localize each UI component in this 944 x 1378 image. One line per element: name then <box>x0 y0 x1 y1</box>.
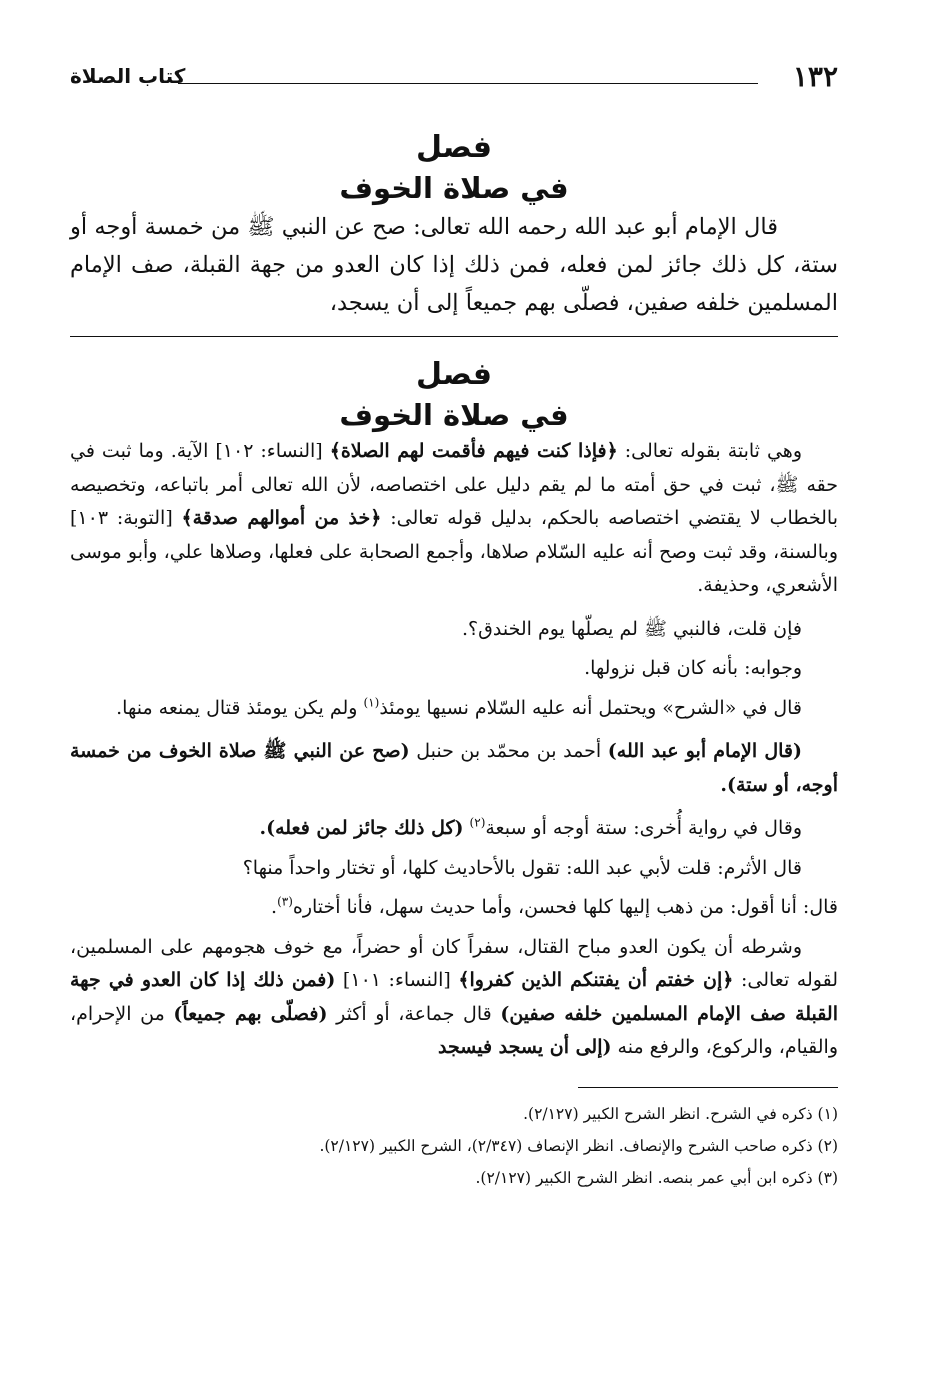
header-rule <box>178 83 758 84</box>
footnote-item: (٢) ذكره صاحب الشرح والإنصاف. انظر الإنصاف (٢/٣٤٧)، الشرح الكبير (٢/١٢٧). <box>319 1136 838 1155</box>
footnote-ref[interactable]: (١) <box>363 695 380 710</box>
sharh-paragraph: فإن قلت، فالنبي ﷺ لم يصلّها يوم الخندق؟. <box>462 617 802 640</box>
sharh-heading-title: فصل <box>416 357 492 392</box>
sharh-paragraph: قال في «الشرح» ويحتمل أنه عليه السّلام نسيها يومئذ$^{(١)}$ ولم يكن يومئذ قتال يمنعه منها. <box>116 695 802 719</box>
quran-verse: ﴿إن خفتم أن يفتنكم الذين كفروا﴾ <box>458 969 734 991</box>
sharh-paragraph: (قال الإمام أبو عبد الله) أحمد بن محمّد بن حنبل (صح عن النبي ﷺ صلاة الخوف من خمسة أوجه، أو ستة). <box>70 740 838 796</box>
footnotes <box>70 1098 838 1194</box>
footnote-ref[interactable]: (٢) <box>469 815 486 830</box>
sharh-paragraph: وشرطه أن يكون العدو مباح القتال، سفراً كان أو حضراً، مع خوف هجومهم على المسلمين، لقوله تعالى: ﴿إن خفتم أن يفتنكم الذين كفروا﴾ [النساء: ١٠١] (فمن ذلك إذا كان العدو في جهة القبلة صف الإمام المسلمين خلفه صفين) قال جماعة، أو أكثر (فصلّى بهم جميعاً) من الإحرام، والقيام، والركوع، والرفع منه (إلى أن يسجد فيسجد <box>70 935 838 1058</box>
footnote-item: (٣) ذكره ابن أبي عمر بنصه. انظر الشرح الكبير (٢/١٢٧). <box>475 1168 838 1187</box>
sharh-heading <box>70 355 838 435</box>
page-header <box>70 50 838 100</box>
book-title: كتاب الصلاة <box>70 64 186 88</box>
page-number: ١٣٢ <box>792 60 838 93</box>
quran-verse: ﴿خذ من أموالهم صدقة﴾ <box>181 507 382 529</box>
sharh-paragraph: وقال في رواية أُخرى: ستة أوجه أو سبعة$^{(٢)}$ (كل ذلك جائز لمن فعله). <box>259 815 802 839</box>
sharh-paragraph: قال: أنا أقول: من ذهب إليها كلها فحسن، وأما حديث سهل، فأنا أختاره$^{(٣)}$. <box>271 894 838 918</box>
matn-heading <box>70 128 838 208</box>
quran-verse: ﴿فإذا كنت فيهم فأقمت لهم الصلاة﴾ <box>329 440 618 462</box>
matn-heading-subtitle: في صلاة الخوف <box>339 171 569 205</box>
section-divider <box>70 336 838 337</box>
matn-heading-title: فصل <box>416 130 492 165</box>
sharh-heading-subtitle: في صلاة الخوف <box>339 398 569 432</box>
footnote-item: (١) ذكره في الشرح. انظر الشرح الكبير (٢/١٢٧). <box>523 1104 838 1123</box>
footnote-ref[interactable]: (٣) <box>277 894 293 909</box>
footnote-separator <box>578 1087 838 1088</box>
sharh-paragraph: وهي ثابتة بقوله تعالى: ﴿فإذا كنت فيهم فأقمت لهم الصلاة﴾ [النساء: ١٠٢] الآية. وما ثبت في حقه ﷺ، ثبت في حق أمته ما لم يقم دليل على اختصاصه، لأن الله تعالى أمر باتباعه، وتخصيصه بالخطاب لا يقتضي اختصاصه بالحكم، بدليل قوله تعالى: ﴿خذ من أموالهم صدقة﴾ [التوبة: ١٠٣] وبالسنة، وقد ثبت وصح أنه عليه السّلام صلاها، وأجمع الصحابة على فعلها، وصلاها علي، وأبو موسى الأشعري، وحذيفة. <box>70 440 838 596</box>
matn-text: قال الإمام أبو عبد الله رحمه الله تعالى: صح عن النبي ﷺ من خمسة أوجه أو ستة، كل ذلك جائز لمن فعله، فمن ذلك إذا كان العدو من جهة القبلة، صف الإمام المسلمين خلفه صفين، فصلّى بهم جميعاً إلى أن يسجد، <box>70 214 838 316</box>
book-page <box>70 50 838 1194</box>
sharh-paragraph: قال الأثرم: قلت لأبي عبد الله: تقول بالأحاديث كلها، أو تختار واحداً منها؟ <box>242 856 802 879</box>
sharh-text <box>70 435 838 1065</box>
sharh-paragraph: وجوابه: بأنه كان قبل نزولها. <box>584 657 802 679</box>
